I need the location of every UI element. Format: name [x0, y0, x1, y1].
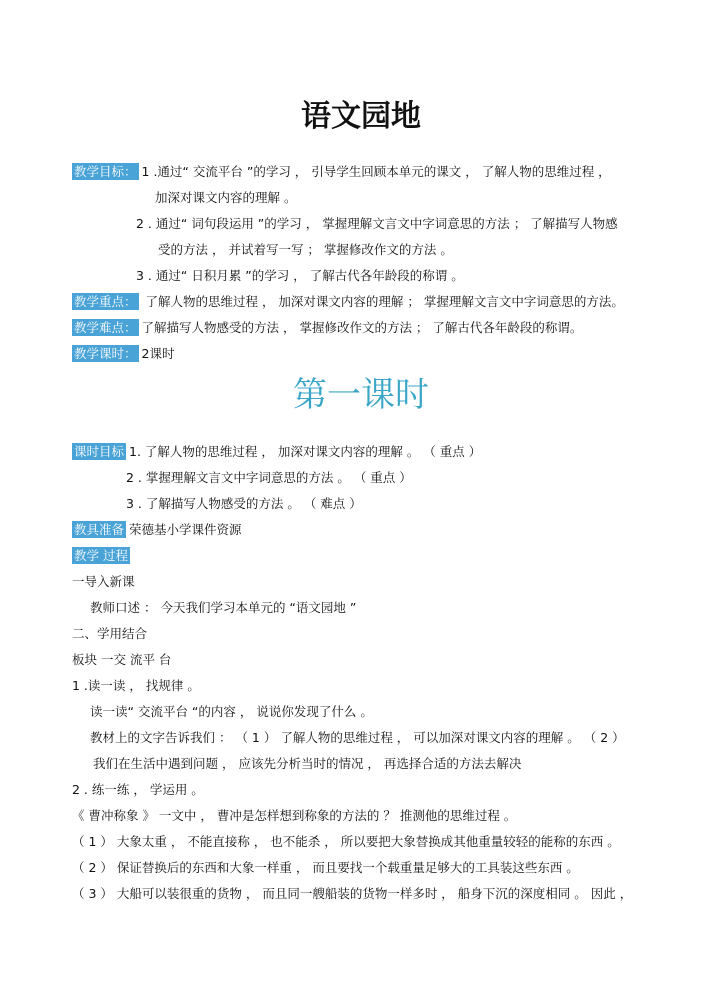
hours-tag: 教学课时：: [74, 346, 137, 361]
body-line-4: 板块 一交 流平 台: [72, 652, 172, 667]
body-line-13: （ 3 ） 大船可以装很重的货物 ， 而且同一艘船装的货物一样多时 ， 船身下沉的深度相同 。 因此 ，: [72, 886, 633, 901]
body-line-7: 教材上的文字告诉我们 ： （ 1 ） 了解人物的思维过程 ， 可以加深对课文内容的理解 。 （ 2 ）: [90, 730, 625, 745]
key-points-tag: 教学重点：: [74, 294, 137, 309]
hours-line: [72, 345, 174, 363]
difficulties-text: 了解描写人物感受的方法 ， 掌握修改作文的方法 ； 了解古代各年龄段的称谓。: [141, 320, 583, 335]
materials-line: [72, 521, 242, 539]
hours-text: 2课时: [141, 346, 175, 361]
body-line-12: （ 2 ） 保证替换后的东西和大象一样重 ， 而且要找一个载重量足够大的工具装这些东西 。: [72, 860, 579, 875]
goals-line-2: 加深对课文内容的理解 。: [155, 190, 297, 205]
goals-line-4: 受的方法 ， 并试着写一写 ； 掌握修改作文的方法 。: [158, 242, 453, 257]
difficulties-tag: 教学难点：: [74, 320, 137, 335]
body-line-8: 我们在生活中遇到问题 ， 应该先分析当时的情况 ， 再选择合适的方法去解决: [93, 756, 522, 771]
body-line-3: 二、学用结合: [72, 626, 148, 641]
body-line-10: 《 曹冲称象 》 一文中 ， 曹冲是怎样想到称象的方法的 ？ 推测他的思维过程 。: [72, 808, 517, 823]
key-points-text: 了解人物的思维过程 ， 加深对课文内容的理解 ； 掌握理解文言文中字词意思的方法。: [141, 294, 624, 309]
body-line-2: 教师口述 ： 今天我们学习本单元的 “语文园地 ”: [90, 600, 357, 615]
goals-line-5: 3 . 通过“ 日积月累 ”的学习 ， 了解古代各年龄段的称谓 。: [136, 268, 464, 283]
lesson-goals-line-2: 2 . 掌握理解文言文中字词意思的方法 。 （ 重点 ）: [126, 470, 412, 485]
key-points-line: [72, 293, 624, 311]
body-line-5: 1 .读一读 ， 找规律 。: [72, 678, 200, 693]
lesson-title: 第一课时: [293, 375, 429, 415]
body-line-9: 2 . 练一练 ， 学运用 。: [72, 782, 204, 797]
process-line: [72, 547, 133, 565]
materials-tag: 教具准备: [74, 522, 125, 537]
body-line-6: 读一读“ 交流平台 “的内容 ， 说说你发现了什么 。: [90, 704, 373, 719]
body-line-11: （ 1 ） 大象太重 ， 不能直接称 ， 也不能杀 ， 所以要把大象替换成其他重量较轻的能称的东西 。: [72, 834, 620, 849]
lesson-goals-text-1: 1. 了解人物的思维过程 ， 加深对课文内容的理解 。 （ 重点 ）: [129, 444, 482, 459]
materials-text: 荣德基小学课件资源: [129, 522, 242, 537]
page-title: 语文园地: [301, 99, 421, 134]
process-tag: 教学 过程: [74, 548, 128, 563]
lesson-goals-tag: 课时目标: [74, 444, 125, 459]
goals-tag: 教学目标：: [74, 164, 137, 179]
lesson-goals-line-1: [72, 443, 481, 461]
difficulties-line: [72, 319, 582, 337]
goals-text-1: 1 .通过“ 交流平台 ”的学习 ， 引导学生回顾本单元的课文 ， 了解人物的思维过程 ，: [141, 164, 611, 179]
body-line-1: 一导入新课: [72, 574, 135, 589]
goals-line-1: [72, 163, 611, 181]
goals-line-3: 2 . 通过“ 词句段运用 ”的学习 ， 掌握理解文言文中字词意思的方法 ； 了解描写人物感: [136, 216, 618, 231]
lesson-goals-line-3: 3 . 了解描写人物感受的方法 。 （ 难点 ）: [126, 496, 362, 511]
